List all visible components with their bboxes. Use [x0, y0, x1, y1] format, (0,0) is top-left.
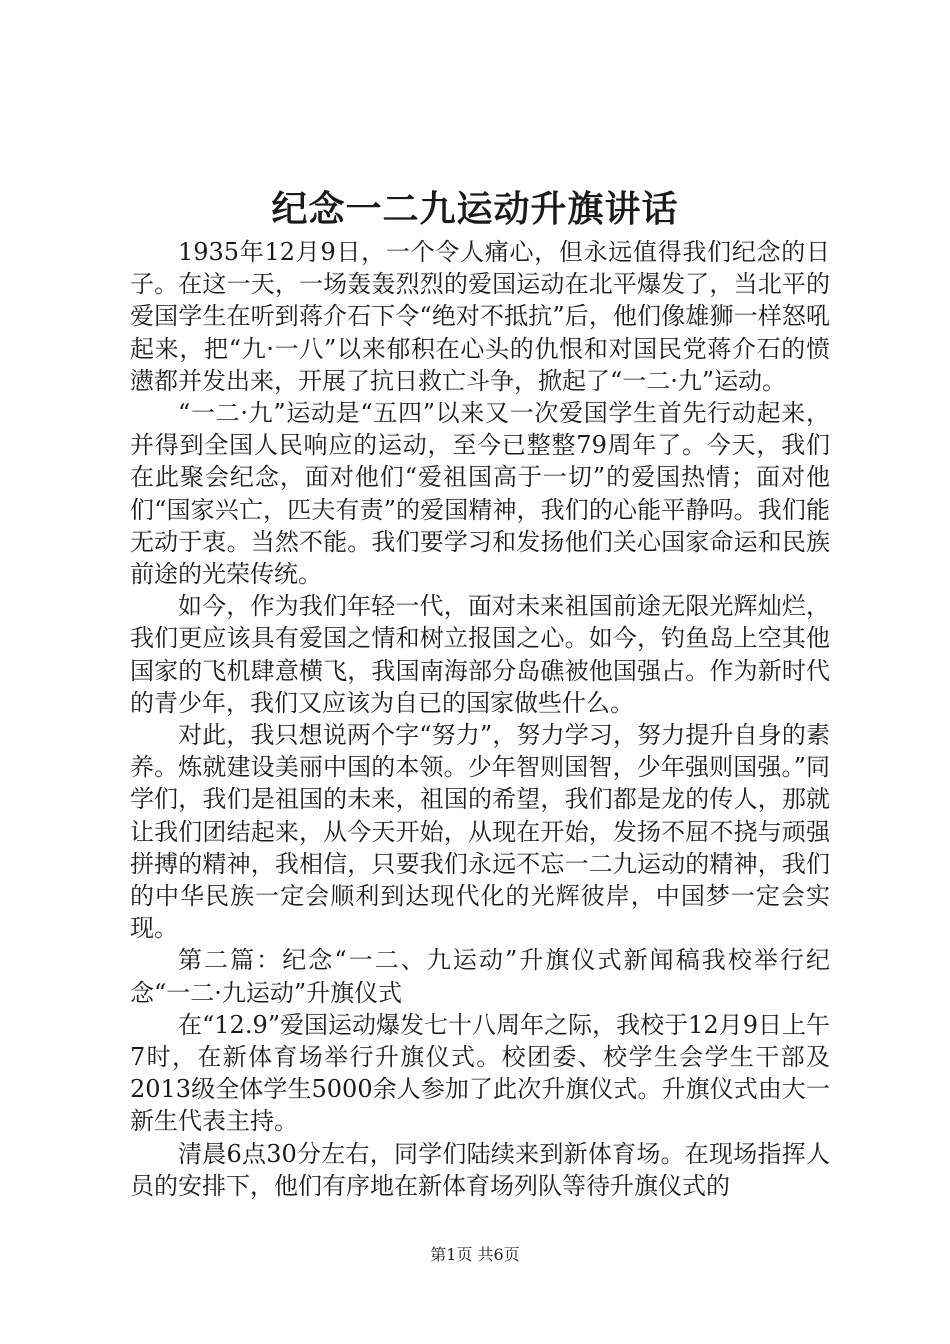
paragraph-5-section-heading: 第二篇：纪念“一二、九运动”升旗仪式新闻稿我校举行纪念“一二·九运动”升旗仪式 — [130, 946, 830, 1007]
document-body — [130, 236, 830, 1202]
paragraph-7: 清晨6点30分左右，同学们陆续来到新体育场。在现场指挥人员的安排下，他们有序地在新体育场列队等待升旗仪式的 — [130, 1139, 830, 1200]
document-title: 纪念一二九运动升旗讲话 — [271, 189, 679, 230]
paragraph-1: 1935年12月9日，一个令人痛心，但永远值得我们纪念的日子。在这一天，一场轰轰烈烈的爱国运动在北平爆发了，当北平的爱国学生在听到蒋介石下令“绝对不抵抗”后，他们像雄狮一样怒吼起来，把“九·一八”以来郁积在心头的仇恨和对国民党蒋介石的愤懑都并发出来，开展了抗日救亡斗争，掀起了“一二·九”运动。 — [130, 238, 830, 395]
paragraph-4: 对此，我只想说两个字“努力”，努力学习，努力提升自身的素养。炼就建设美丽中国的本领。少年智则国智，少年强则国强。”同学们，我们是祖国的未来，祖国的希望，我们都是龙的传人，那就让我们团结起来，从今天开始，从现在开始，发扬不屈不挠与顽强拼搏的精神，我相信，只要我们永远不忘一二九运动的精神，我们的中华民族一定会顺利到达现代化的光辉彼岸，中国梦一定会实现。 — [130, 721, 830, 943]
paragraph-3: 如今，作为我们年轻一代，面对未来祖国前途无限光辉灿烂，我们更应该具有爱国之情和树立报国之心。如今，钓鱼岛上空其他国家的飞机肆意横飞，我国南海部分岛礁被他国强占。作为新时代的青少年，我们又应该为自已的国家做些什么。 — [130, 592, 830, 717]
paragraph-2: “一二·九”运动是“五四”以来又一次爱国学生首先行动起来，并得到全国人民响应的运动，至今已整整79周年了。今天，我们在此聚会纪念，面对他们“爱祖国高于一切”的爱国热情；面对他们“国家兴亡，匹夫有责”的爱国精神，我们的心能平静吗。我们能无动于衷。当然不能。我们要学习和发扬他们关心国家命运和民族前途的光荣传统。 — [130, 399, 830, 589]
page-number-footer: 第1页 共6页 — [430, 1245, 520, 1264]
paragraph-6: 在“12.9”爱国运动爆发七十八周年之际，我校于12月9日上午7时，在新体育场举行升旗仪式。校团委、校学生会学生干部及2013级全体学生5000余人参加了此次升旗仪式。升旗仪式由大一新生代表主持。 — [130, 1010, 830, 1136]
